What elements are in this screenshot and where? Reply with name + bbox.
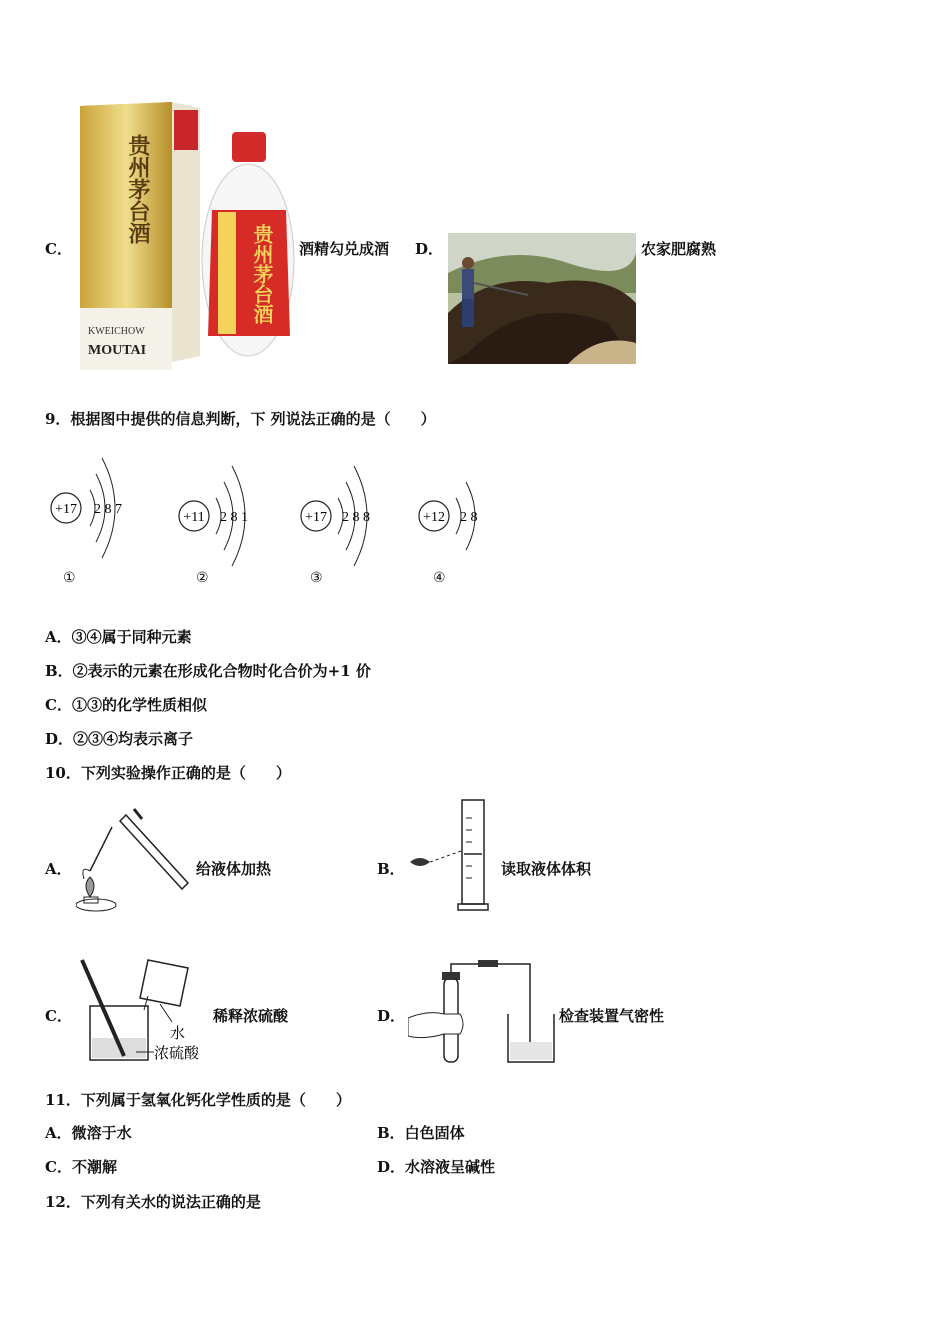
atom-1-shells: 2 8 7 — [94, 502, 122, 517]
label-acid: 浓硫酸 — [154, 1044, 200, 1062]
q10-option-c-caption: 稀释浓硫酸 — [213, 1007, 289, 1025]
q9-option-b: B．②表示的元素在形成化合物时化合价为+1 价 — [45, 662, 371, 680]
atom-4-nucleus: +12 — [423, 510, 445, 525]
q8-option-d-letter: D． — [415, 240, 444, 258]
q9-option-a: A．③④属于同种元素 — [45, 628, 192, 646]
q9-option-d: D．②③④均表示离子 — [45, 730, 194, 748]
atom-4-shells: 2 8 — [460, 510, 478, 525]
read-volume-diagram — [406, 798, 498, 914]
q11-option-b: B．白色固体 — [377, 1124, 465, 1142]
label-water: 水 — [170, 1024, 186, 1042]
atom-diagram-4 — [416, 460, 506, 570]
q12-stem: 12．下列有关水的说法正确的是 — [45, 1193, 261, 1211]
q10-stem: 10．下列实验操作正确的是（ ） — [45, 764, 291, 782]
q10-option-b-letter: B． — [377, 860, 405, 878]
q11-stem: 11．下列属于氢氧化钙化学性质的是（ ） — [45, 1091, 351, 1109]
q9-stem: 9．根据图中提供的信息判断，下 列说法正确的是（ ） — [45, 410, 436, 428]
atom-2-shells: 2 8 1 — [220, 510, 248, 525]
airtightness-diagram — [408, 958, 558, 1068]
compost-photo — [448, 233, 636, 364]
q10-option-d-caption: 检查装置气密性 — [559, 1007, 665, 1025]
q11-option-c: C．不潮解 — [45, 1158, 117, 1176]
atom-3-shells: 2 8 8 — [342, 510, 370, 525]
heating-liquid-diagram — [76, 805, 194, 917]
atom-1-label: ① — [63, 570, 76, 586]
q10-option-b-caption: 读取液体体积 — [501, 860, 592, 878]
q8-option-d-caption: 农家肥腐熟 — [641, 240, 717, 258]
q11-option-a: A．微溶于水 — [45, 1124, 132, 1142]
q10-option-d-letter: D． — [377, 1007, 406, 1025]
moutai-box-brand: KWEICHOW — [88, 326, 145, 337]
moutai-box-title: 贵州茅台酒 — [125, 134, 151, 244]
atom-diagram-1 — [48, 452, 148, 562]
atom-2-label: ② — [196, 570, 209, 586]
moutai-image — [76, 100, 298, 372]
q10-option-c-letter: C． — [45, 1007, 72, 1025]
svg-text:MOUTAI: MOUTAI — [88, 343, 147, 358]
atom-4-label: ④ — [433, 570, 446, 586]
atom-3-nucleus: +17 — [305, 510, 327, 525]
moutai-bottle-title: 贵州茅台酒 — [250, 224, 274, 324]
atom-1-nucleus: +17 — [55, 502, 77, 517]
atom-3-label: ③ — [310, 570, 323, 586]
atom-diagram-2 — [176, 460, 276, 570]
q10-option-a-caption: 给液体加热 — [196, 860, 272, 878]
q11-option-d: D．水溶液呈碱性 — [377, 1158, 496, 1176]
atom-diagram-3 — [298, 460, 398, 570]
q8-option-c-letter: C． — [45, 240, 72, 258]
q9-option-c: C．①③的化学性质相似 — [45, 696, 207, 714]
atom-2-nucleus: +11 — [183, 510, 205, 525]
q10-option-a-letter: A． — [45, 860, 72, 878]
q8-option-c-caption: 酒精勾兑成酒 — [299, 240, 390, 258]
dilute-acid-diagram — [76, 952, 210, 1068]
